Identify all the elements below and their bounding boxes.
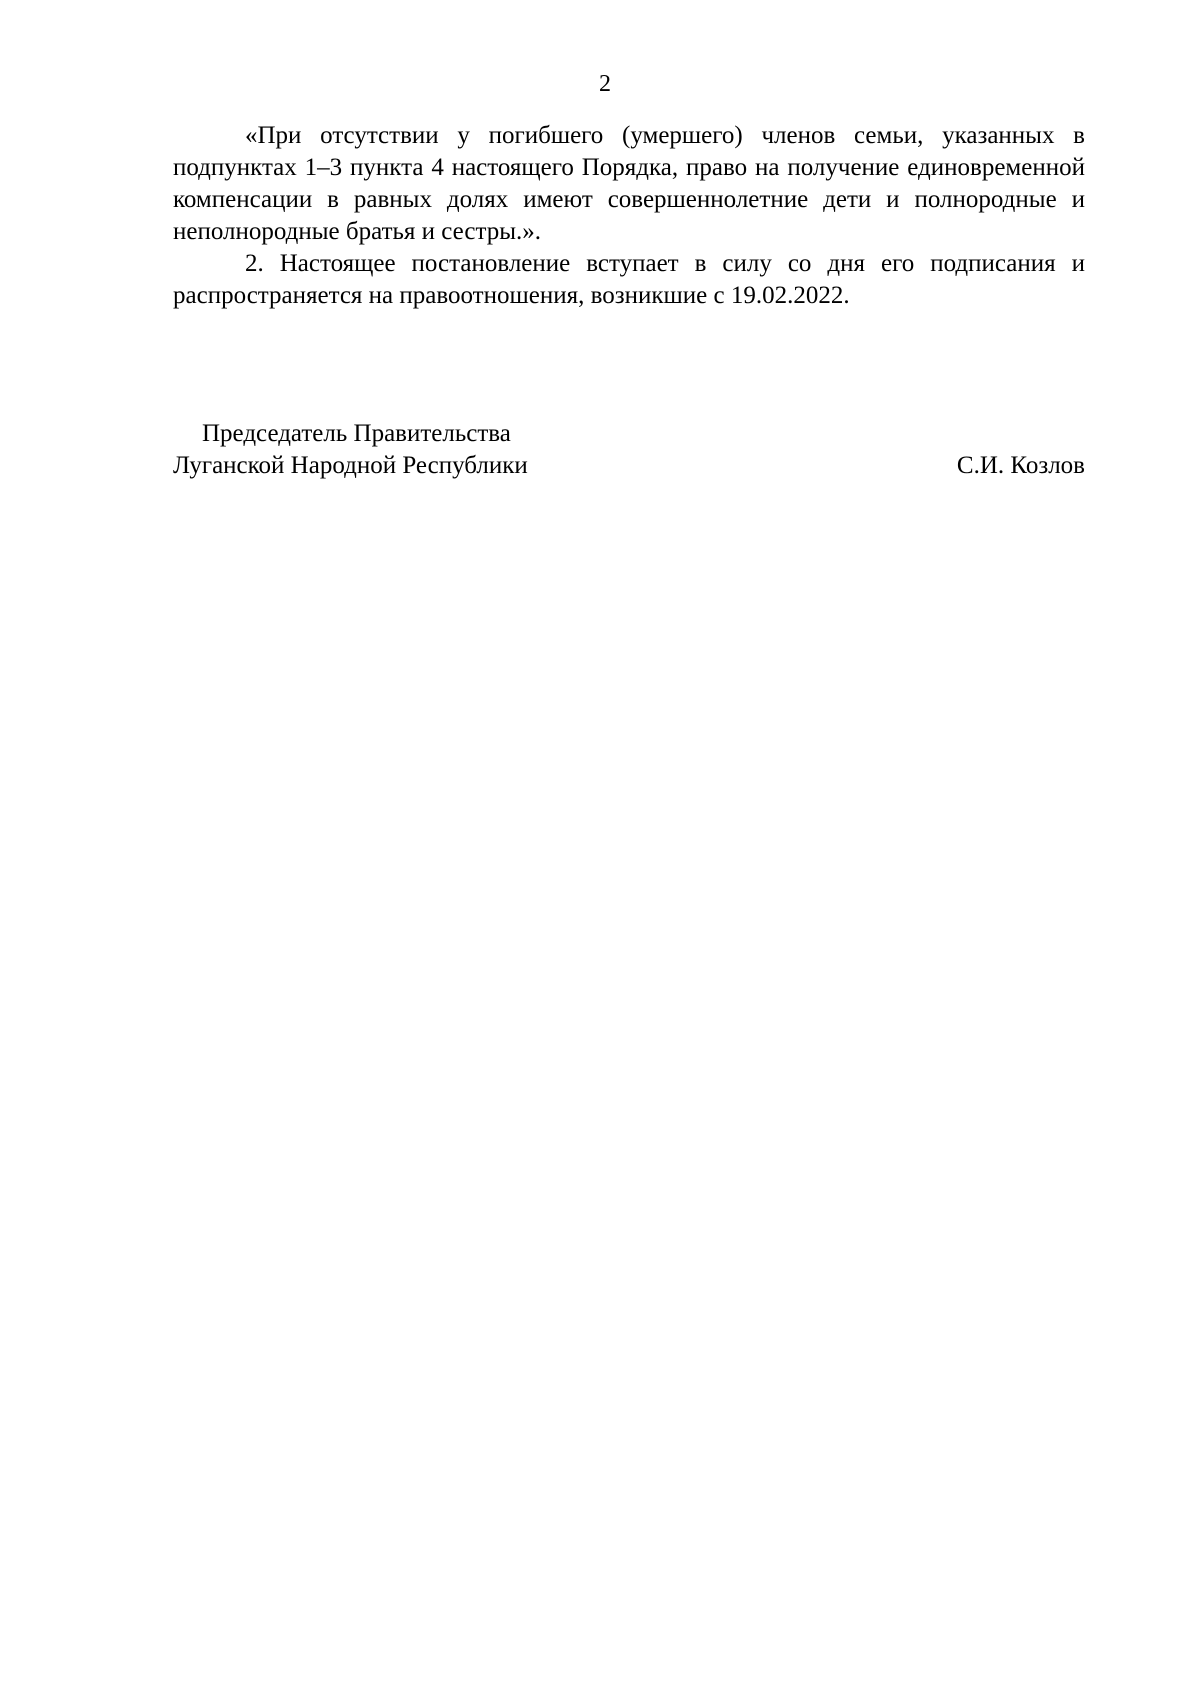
paragraph-amendment-quote: «При отсутствии у погибшего (умершего) членов семьи, указанных в подпунктах 1–3 пункта 4 настоящего Порядка, право на получение единовременной компенсации в равных долях имеют совершеннолетние дети и полнородные и неполнородные братья и сестры.». <box>173 122 1085 245</box>
page-number: 2 <box>599 71 611 97</box>
signatory-name: С.И. Козлов <box>956 452 1085 479</box>
signatory-row <box>173 450 1085 482</box>
signature-block <box>173 418 1085 482</box>
signatory-position-line2: Луганской Народной Республики <box>173 452 528 479</box>
document-body <box>173 120 1085 312</box>
signatory-position-line1: Председатель Правительства <box>202 420 511 447</box>
paragraph-effective-date: 2. Настоящее постановление вступает в силу со дня его подписания и распространяется на правоотношения, возникшие с 19.02.2022. <box>173 250 1085 309</box>
